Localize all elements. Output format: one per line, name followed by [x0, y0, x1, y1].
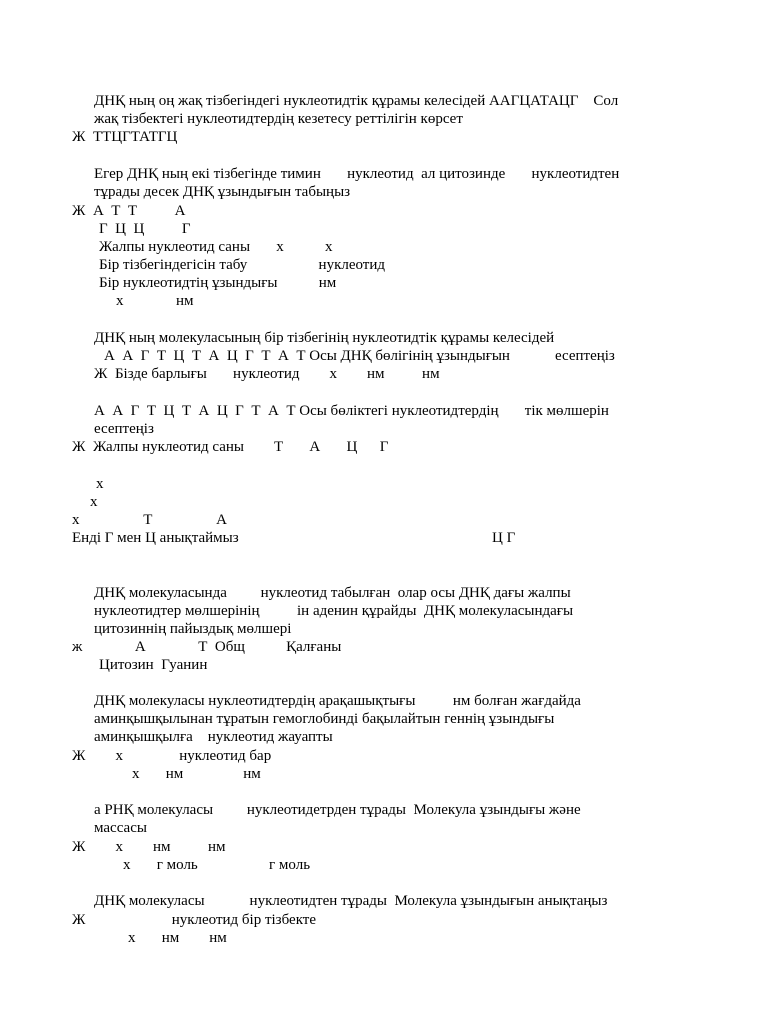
text-line: массасы — [94, 820, 147, 836]
text-line: х Т А — [72, 512, 227, 528]
text-line: есептеңіз — [94, 421, 154, 437]
text-line: х нм нм — [132, 766, 261, 782]
text-line: Бір тізбегіндегісін табу нуклеотид — [99, 257, 386, 273]
text-line: ДНҚ молекуласы нуклеотидтердің арақашықтығы нм болған жағдайда — [94, 693, 581, 709]
text-line: а РНҚ молекуласы нуклеотидетрден тұрады Молекула ұзындығы және — [94, 802, 581, 818]
text-line: Ж ТТЦГТАТГЦ — [72, 129, 178, 145]
text-line: ДНҚ молекуласы нуклеотидтен тұрады Молекула ұзындығын анықтаңыз — [94, 893, 608, 909]
text-line: жақ тізбектегі нуклеотидтердің кезетесу реттілігін көрсет — [94, 111, 463, 127]
text-line: Жалпы нуклеотид саны х х — [99, 239, 333, 255]
text-line: Ж х нм нм — [72, 839, 226, 855]
text-line: Г Ц Ц Г — [99, 221, 191, 237]
text-line: Енді Г мен Ц анықтаймыз — [72, 530, 239, 546]
text-line: нуклеотидтер мөлшерінің ін аденин құрайды ДНҚ молекуласындағы — [94, 603, 574, 619]
text-line: А А Г Т Ц Т А Ц Г Т А Т Осы ДНҚ бөлігінің ұзындығын есептеңіз — [104, 348, 615, 364]
text-line: х нм — [116, 293, 194, 309]
text-line: аминқышқылынан тұратын гемоглобинді бақылайтын геннің ұзындығы — [94, 711, 555, 727]
text-line: А А Г Т Ц Т А Ц Г Т А Т Осы бөліктегі нуклеотидтердің тік мөлшерін — [94, 403, 609, 419]
text-line: Ж А Т Т А — [72, 203, 186, 219]
text-line: ДНҚ ның молекуласының бір тізбегінің нуклеотидтік құрамы келесідей — [94, 330, 555, 346]
text-line: Ж Бізде барлығы нуклеотид х нм нм — [94, 366, 440, 382]
text-line: Ц Г — [492, 530, 516, 546]
text-line: Ж Жалпы нуклеотид саны Т А Ц Г — [72, 439, 389, 455]
text-line: тұрады десек ДНҚ ұзындығын табыңыз — [94, 184, 351, 200]
text-line: ДНҚ ның оң жақ тізбегіндегі нуклеотидтік құрамы келесідей ААГЦАТАЦГ Сол — [94, 93, 619, 109]
text-line: цитозиннің пайыздық мөлшері — [94, 621, 292, 637]
text-line: Егер ДНҚ ның екі тізбегінде тимин нуклеотид ал цитозинде нуклеотидтен — [94, 166, 620, 182]
text-line: аминқышқылға нуклеотид жауапты — [94, 729, 333, 745]
text-line: ДНҚ молекуласында нуклеотид табылған олар осы ДНҚ дағы жалпы — [94, 585, 571, 601]
text-line: х — [96, 476, 104, 492]
text-line: х — [90, 494, 98, 510]
text-line: х г моль г моль — [123, 857, 311, 873]
text-line: Ж х нуклеотид бар — [72, 748, 272, 764]
text-line: Цитозин Гуанин — [99, 657, 208, 673]
text-line: ж А Т Общ Қалғаны — [72, 639, 342, 655]
text-line: Бір нуклеотидтің ұзындығы нм — [99, 275, 337, 291]
text-line: х нм нм — [128, 930, 227, 946]
text-line: Ж нуклеотид бір тізбекте — [72, 912, 317, 928]
